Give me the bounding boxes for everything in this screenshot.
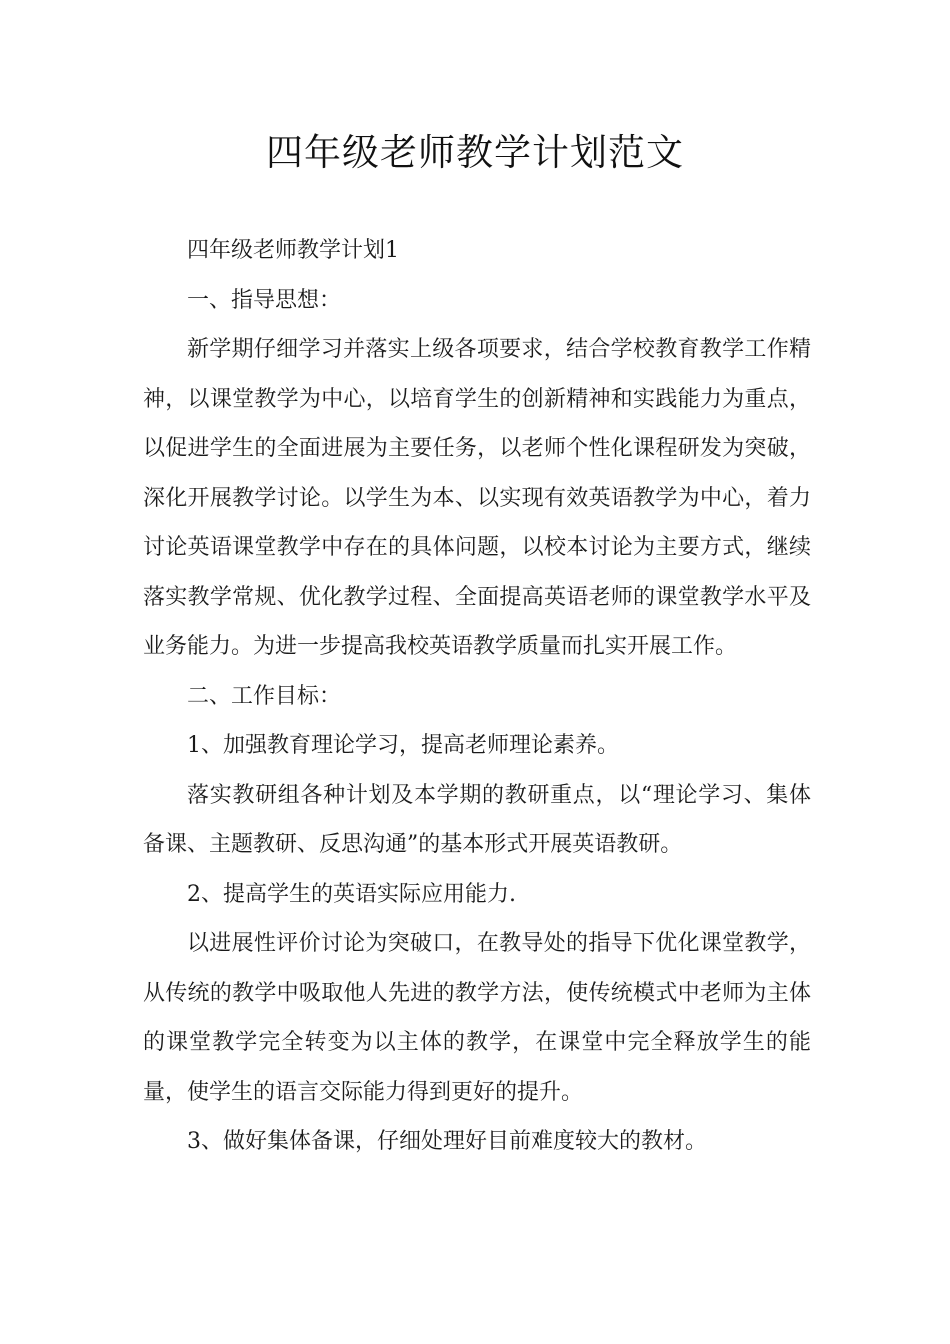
goal-item-2: 2、提高学生的英语实际应用能力.: [187, 881, 516, 907]
paragraph-guiding-thought: 新学期仔细学习并落实上级各项要求，结合学校教育教学工作精神，以课堂教学为中心，以培育学生的创新精神和实践能力为重点，以促进学生的全面进展为主要任务，以老师个性化课程研发为突破，深化开展教学讨论。以学生为本、以实现有效英语教学为中心，着力讨论英语课堂教学中存在的具体问题，以校本讨论为主要方式，继续落实教学常规、优化教学过程、全面提高英语老师的课堂教学水平及业务能力。为进一步提高我校英语教学质量而扎实开展工作。: [143, 337, 811, 659]
goal-item-3: 3、做好集体备课，仔细处理好目前难度较大的教材。: [187, 1129, 707, 1154]
paragraph-goal-2: 以进展性评价讨论为突破口，在教导处的指导下优化课堂教学，从传统的教学中吸取他人先进的教学方法，使传统模式中老师为主体的课堂教学完全转变为以主体的教学，在课堂中完全释放学生的能量，使学生的语言交际能力得到更好的提升。: [143, 931, 811, 1105]
section-heading-guiding-thought: 一、指导思想：: [187, 287, 342, 313]
paragraph-goal-1: 落实教研组各种计划及本学期的教研重点，以“理论学习、集体备课、主题教研、反思沟通”的基本形式开展英语教研。: [143, 782, 811, 857]
document-title: 四年级老师教学计划范文: [266, 131, 684, 174]
goal-item-1: 1、加强教育理论学习，提高老师理论素养。: [187, 733, 619, 758]
document-body: [143, 226, 811, 1167]
plan-subtitle: 四年级老师教学计划1: [187, 238, 399, 263]
section-heading-work-goals: 二、工作目标：: [187, 683, 342, 709]
